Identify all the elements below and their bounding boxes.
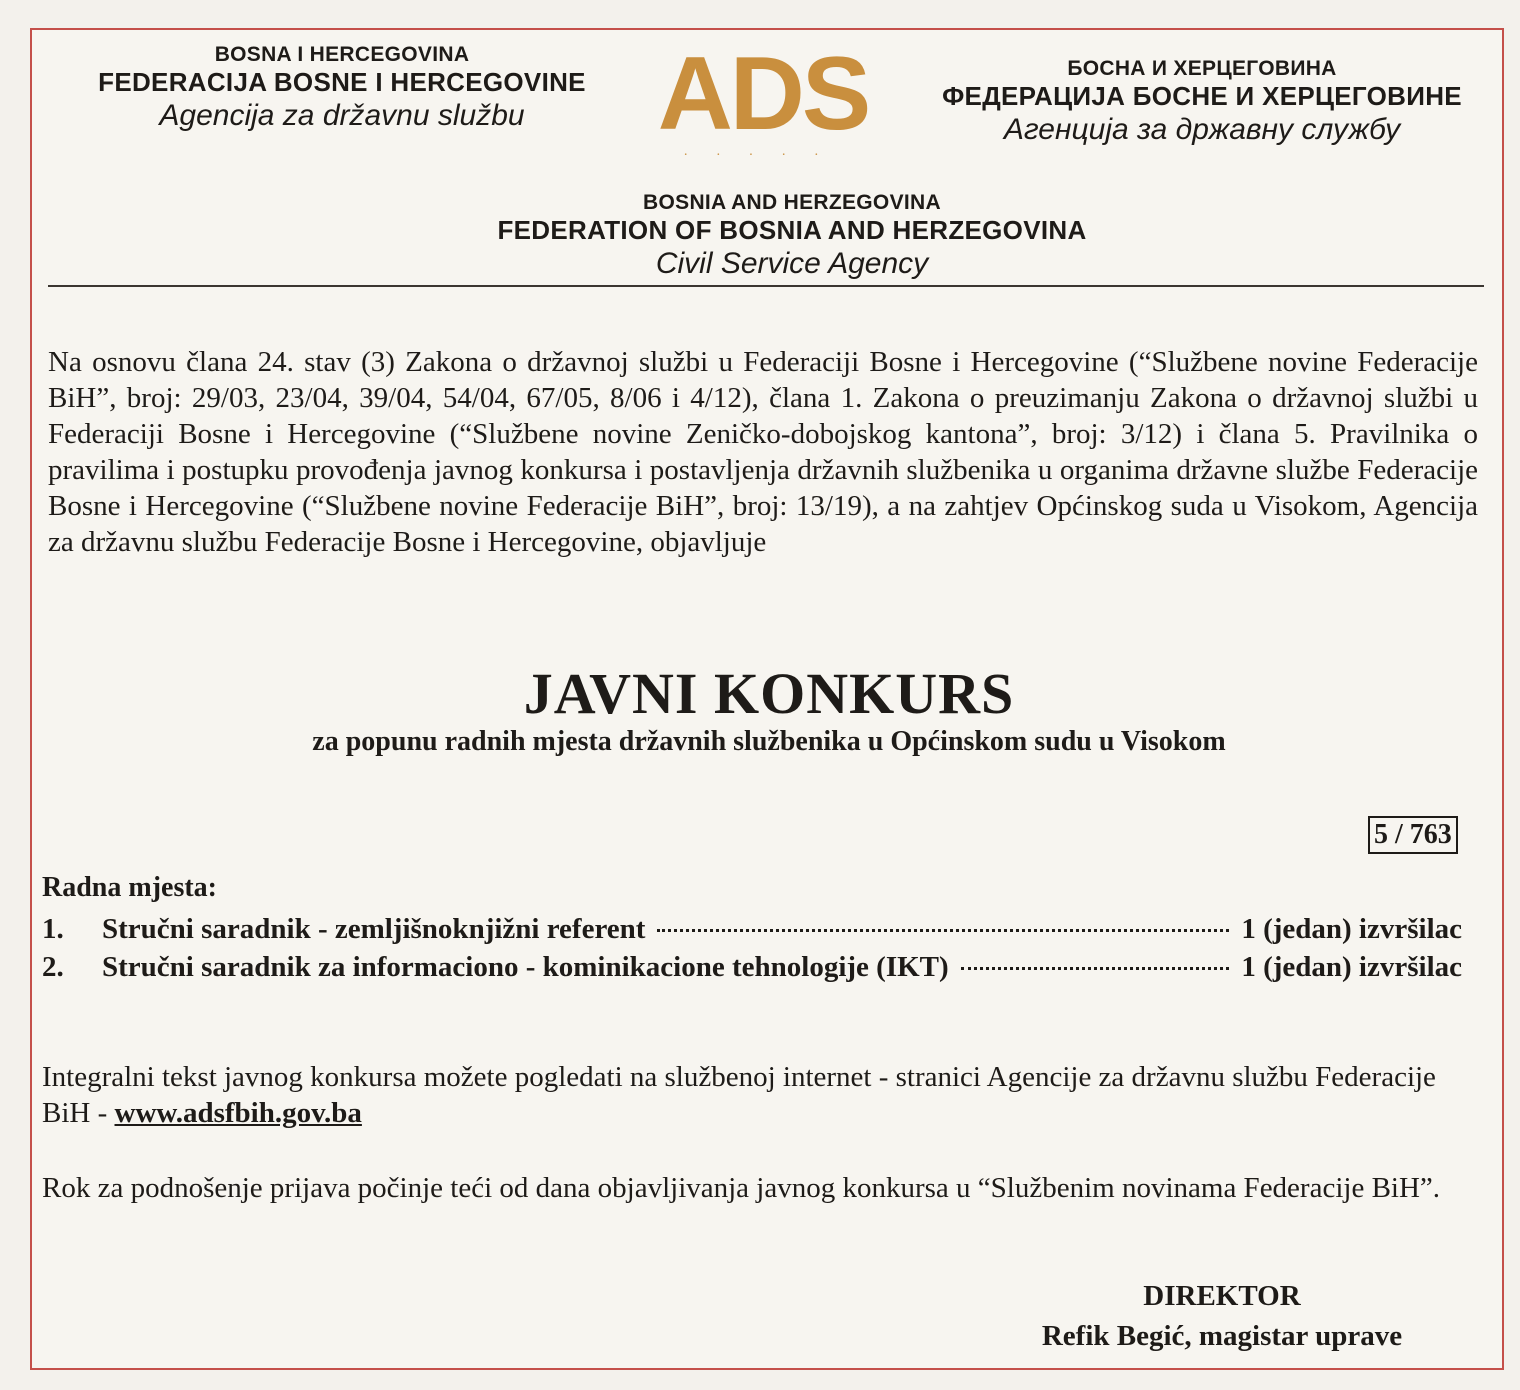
header-cyrillic-federation: ФЕДЕРАЦИЈА БОСНЕ И ХЕРЦЕГОВИНЕ <box>942 81 1462 112</box>
header-cyrillic-country: БОСНА И ХЕРЦЕГОВИНА <box>1067 57 1337 80</box>
position-number: 2. <box>42 951 64 983</box>
position-item <box>42 948 1462 986</box>
announcement-title: JAVNI KONKURS <box>523 661 1015 726</box>
leader-dots <box>961 966 1230 970</box>
header-cyrillic <box>912 56 1492 148</box>
legal-basis-paragraph: Na osnovu člana 24. stav (3) Zakona o državnoj službi u Federaciji Bosne i Hercegovine (“Službene novine Federacije BiH”, broj: 29/03, 23/04, 39/04, 54/04, 67/05, 8/06 i 4/12), člana 1. Zakona o preuzimanju Zakona o državnoj službi u Federaciji Bosne i Hercegovine (“Službene novine Zeničko-dobojskog kantona”, broj: 3/12) i člana 5. Pravilnika o pravilima i postupku provođenja javnog konkursa i postavljenja državnih službenika u organima državne službe Federacije Bosne i Hercegovine (“Službene novine Federacije BiH”, broj: 13/19), a na zahtjev Općinskog suda u Visokom, Agencija za državnu službu Federacije Bosne i Hercegovine, objavljuje <box>48 346 1478 558</box>
positions-list <box>42 910 1462 986</box>
signatory-name: Refik Begić, magistar uprave <box>1041 1320 1403 1352</box>
leader-dots <box>657 928 1229 932</box>
fulltext-notice-text: Integralni tekst javnog konkursa možete pogledati na službenoj internet - stranici Agencije za državnu službu Federacije BiH - <box>42 1061 1436 1129</box>
header-latin-country: BOSNA I HERCEGOVINA <box>214 43 470 66</box>
position-number: 1. <box>42 913 64 945</box>
header-latin-agency: Agencija za državnu službu <box>159 99 525 133</box>
signatory-title: DIREKTOR <box>1143 1280 1301 1312</box>
header-english <box>442 190 1142 282</box>
ads-logo: ADS <box>657 36 869 152</box>
logo-dots-decoration: ····· <box>683 148 847 163</box>
fulltext-notice <box>42 1059 1462 1131</box>
announcement-subtitle: za popunu radnih mjesta državnih službenika u Općinskom sudu u Visokom <box>312 726 1226 757</box>
position-item <box>42 910 1462 948</box>
position-count: 1 (jedan) izvršilac <box>1241 913 1462 945</box>
header-english-country: BOSNIA AND HERZEGOVINA <box>643 191 941 214</box>
header-divider <box>48 285 1484 287</box>
position-title: Stručni saradnik - zemljišnoknjižni referent <box>102 913 646 945</box>
header-cyrillic-agency: Агенција за државну службу <box>1003 113 1401 147</box>
header-latin-federation: FEDERACIJA BOSNE I HERCEGOVINE <box>98 67 586 98</box>
positions-heading: Radna mjesta: <box>42 872 217 903</box>
agency-website-link[interactable]: www.adsfbih.gov.ba <box>114 1097 362 1129</box>
header-latin <box>62 42 622 134</box>
announcement-frame <box>30 28 1504 1370</box>
signature-block <box>1002 1276 1442 1356</box>
position-title: Stručni saradnik za informaciono - kominikacione tehnologije (IKT) <box>102 951 949 983</box>
position-count: 1 (jedan) izvršilac <box>1241 951 1462 983</box>
reference-number-box: 5 / 763 <box>1368 816 1458 854</box>
header-english-agency: Civil Service Agency <box>655 247 929 281</box>
deadline-notice: Rok za podnošenje prijava počinje teći od dana objavljivanja javnog konkursa u “Službenim novinama Federacije BiH”. <box>42 1172 1441 1204</box>
header-english-federation: FEDERATION OF BOSNIA AND HERZEGOVINA <box>497 215 1087 246</box>
